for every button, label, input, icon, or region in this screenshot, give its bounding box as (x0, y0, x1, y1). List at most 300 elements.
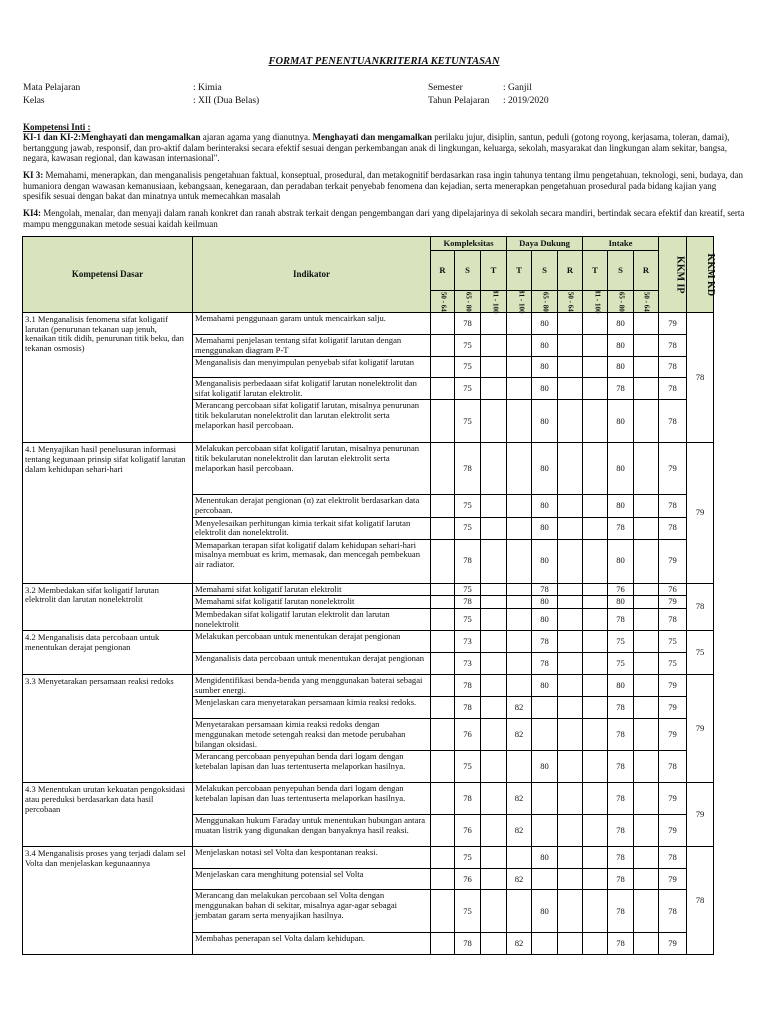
score-cell (583, 378, 608, 400)
score-cell (558, 495, 583, 517)
kkm-ip-cell: 79 (659, 443, 687, 495)
score-cell (507, 583, 532, 596)
kkm-ip-cell: 75 (659, 631, 687, 653)
score-cell (583, 783, 608, 815)
kkm-ip-cell: 79 (659, 869, 687, 890)
score-cell (583, 517, 608, 539)
score-cell (583, 653, 608, 675)
score-cell (481, 751, 507, 783)
table-row (23, 783, 714, 815)
score-cell (507, 675, 532, 697)
score-cell (431, 583, 455, 596)
score-cell: 82 (507, 815, 532, 847)
score-cell: 75 (455, 400, 481, 443)
indikator-cell: Menganalisis perbedaaan sifat koligatif larutan nonelektrolit dan sifat koligatif larutan elektrolit. (193, 378, 431, 400)
score-cell (634, 751, 659, 783)
score-cell (558, 596, 583, 609)
score-cell: 75 (455, 583, 481, 596)
score-cell (431, 890, 455, 933)
score-cell: 78 (455, 933, 481, 955)
score-cell (558, 443, 583, 495)
score-cell: 82 (507, 869, 532, 890)
indikator-cell: Menjelaskan cara menyetarakan persamaan kimia reaksi redoks. (193, 697, 431, 719)
score-cell (558, 697, 583, 719)
header-letter: T (481, 251, 507, 291)
score-cell (431, 815, 455, 847)
header-kompleksitas: Kompleksitas (431, 237, 507, 251)
score-cell (507, 653, 532, 675)
kkm-ip-cell: 79 (659, 697, 687, 719)
score-cell (558, 783, 583, 815)
score-cell (558, 815, 583, 847)
score-cell: 80 (532, 400, 558, 443)
score-cell: 76 (608, 583, 634, 596)
score-cell (583, 583, 608, 596)
score-cell (583, 313, 608, 335)
score-cell: 78 (608, 697, 634, 719)
score-cell (431, 443, 455, 495)
indikator-cell: Memahami sifat koligatif larutan nonelektrolit (193, 596, 431, 609)
score-cell (583, 697, 608, 719)
score-cell (634, 400, 659, 443)
score-cell: 78 (608, 869, 634, 890)
kkm-ip-cell: 79 (659, 933, 687, 955)
score-cell (507, 335, 532, 357)
table-row (23, 847, 714, 869)
score-cell (481, 815, 507, 847)
score-cell: 75 (455, 495, 481, 517)
score-cell (583, 495, 608, 517)
score-cell (431, 697, 455, 719)
score-cell: 78 (532, 631, 558, 653)
score-cell: 80 (608, 596, 634, 609)
score-cell (634, 675, 659, 697)
score-cell: 78 (455, 443, 481, 495)
score-cell (431, 608, 455, 630)
score-cell (507, 539, 532, 583)
score-cell (507, 631, 532, 653)
score-cell (431, 495, 455, 517)
score-cell (481, 631, 507, 653)
score-cell (634, 443, 659, 495)
score-cell (558, 539, 583, 583)
kkm-ip-cell: 78 (659, 608, 687, 630)
indikator-cell: Melakukan percobaan untuk menentukan derajat pengionan (193, 631, 431, 653)
score-cell (481, 869, 507, 890)
score-cell (532, 933, 558, 955)
header-range: 81 - 100 (583, 291, 608, 313)
indikator-cell: Menentukan derajat pengionan (α) zat elektrolit berdasarkan data percobaan. (193, 495, 431, 517)
score-cell (583, 675, 608, 697)
class-label: Kelas (23, 96, 45, 106)
table-row (23, 631, 714, 653)
score-cell (583, 890, 608, 933)
score-cell: 80 (532, 596, 558, 609)
score-cell: 78 (455, 313, 481, 335)
score-cell (431, 517, 455, 539)
score-cell (481, 517, 507, 539)
score-cell (481, 378, 507, 400)
header-letter: S (608, 251, 634, 291)
score-cell (431, 869, 455, 890)
kkm-ip-cell: 79 (659, 539, 687, 583)
header-letter: T (507, 251, 532, 291)
score-cell (507, 357, 532, 378)
score-cell (634, 596, 659, 609)
score-cell (507, 608, 532, 630)
score-cell (481, 608, 507, 630)
score-cell (558, 378, 583, 400)
score-cell (634, 815, 659, 847)
ki-1-2-paragraph: KI-1 dan KI-2:Menghayati dan mengamalkan ajaran agama yang dianutnya. Menghayati dan mengamalkan perilaku jujur, disiplin, santun, peduli (gotong royong, kerjasama, toleran, damai), bertanggung jawab, responsif, dan pro-aktif dalam berinteraksi secara efektif sesuai dengan perkembangan anak di lingkungan, keluarga, sekolah, masyarakat dan lingkungan alam sekitar, bangsa, negara, kawasan regional, dan kawasan internasional". (23, 132, 730, 164)
score-cell: 82 (507, 697, 532, 719)
year-value: : 2019/2020 (503, 96, 549, 106)
score-cell: 80 (608, 495, 634, 517)
header-letter: R (558, 251, 583, 291)
score-cell: 78 (608, 933, 634, 955)
kkm-ip-cell: 78 (659, 517, 687, 539)
kkm-kd-cell: 79 (687, 675, 714, 783)
score-cell (481, 847, 507, 869)
score-cell: 75 (455, 751, 481, 783)
score-cell (431, 596, 455, 609)
score-cell (481, 653, 507, 675)
score-cell (431, 313, 455, 335)
score-cell (507, 313, 532, 335)
header-letter: S (532, 251, 558, 291)
score-cell (481, 539, 507, 583)
score-cell (634, 539, 659, 583)
score-cell: 75 (455, 890, 481, 933)
score-cell: 78 (608, 783, 634, 815)
score-cell: 80 (608, 443, 634, 495)
score-cell: 75 (455, 335, 481, 357)
score-cell (583, 596, 608, 609)
header-range: 65 - 80 (608, 291, 634, 313)
score-cell (558, 653, 583, 675)
score-cell (431, 631, 455, 653)
header-letter: S (455, 251, 481, 291)
score-cell: 80 (532, 890, 558, 933)
score-cell: 78 (608, 608, 634, 630)
score-cell (507, 400, 532, 443)
score-cell (431, 653, 455, 675)
score-cell (481, 697, 507, 719)
indikator-cell: Membahas penerapan sel Volta dalam kehidupan. (193, 933, 431, 955)
score-cell: 76 (455, 815, 481, 847)
score-cell (481, 313, 507, 335)
score-cell (583, 539, 608, 583)
score-cell (558, 847, 583, 869)
score-cell (558, 357, 583, 378)
score-cell (507, 596, 532, 609)
score-cell: 80 (608, 313, 634, 335)
score-cell (532, 783, 558, 815)
score-cell (481, 335, 507, 357)
score-cell: 80 (608, 400, 634, 443)
indikator-cell: Mengidentifikasi benda-benda yang menggunakan baterai sebagai sumber energi. (193, 675, 431, 697)
header-range: 65 - 80 (532, 291, 558, 313)
score-cell (481, 357, 507, 378)
kkm-ip-cell: 76 (659, 583, 687, 596)
kkm-ip-cell: 75 (659, 653, 687, 675)
score-cell: 75 (608, 631, 634, 653)
kkm-ip-cell: 79 (659, 313, 687, 335)
header-range: 81 - 100 (507, 291, 532, 313)
score-cell: 73 (455, 631, 481, 653)
kkm-ip-cell: 79 (659, 675, 687, 697)
class-value: : XII (Dua Belas) (193, 96, 260, 106)
score-cell: 82 (507, 933, 532, 955)
score-cell (431, 539, 455, 583)
indikator-cell: Menjelaskan cara menghitung potensial sel Volta (193, 869, 431, 890)
score-cell: 80 (532, 675, 558, 697)
score-cell (558, 719, 583, 751)
kkm-ip-cell: 78 (659, 357, 687, 378)
score-cell: 78 (455, 539, 481, 583)
score-cell: 75 (455, 608, 481, 630)
score-cell (558, 313, 583, 335)
header-kkm-ip: KKM IP (659, 237, 687, 313)
semester-value: : Ganjil (503, 83, 532, 93)
indikator-cell: Menjelaskan notasi sel Volta dan kespontanan reaksi. (193, 847, 431, 869)
score-cell (481, 890, 507, 933)
score-cell: 80 (532, 357, 558, 378)
score-cell: 80 (532, 495, 558, 517)
kkm-ip-cell: 78 (659, 751, 687, 783)
score-cell (481, 675, 507, 697)
score-cell (583, 933, 608, 955)
score-cell (532, 869, 558, 890)
score-cell: 75 (455, 357, 481, 378)
score-cell (634, 783, 659, 815)
header-range: 50 - 64 (431, 291, 455, 313)
subject-value: : Kimia (193, 83, 222, 93)
score-cell: 78 (532, 653, 558, 675)
indikator-cell: Merancang percobaan sifat koligatif larutan, misalnya penurunan titik bekularutan nonelektrolit dan larutan elektrolit serta melaporkan hasil percobaan. (193, 400, 431, 443)
score-cell: 80 (532, 378, 558, 400)
score-cell (558, 583, 583, 596)
header-letter: T (583, 251, 608, 291)
score-cell (583, 400, 608, 443)
score-cell (583, 751, 608, 783)
kkm-kd-cell: 78 (687, 847, 714, 955)
kkm-ip-cell: 79 (659, 596, 687, 609)
score-cell (583, 815, 608, 847)
score-cell (634, 608, 659, 630)
score-cell (481, 495, 507, 517)
score-cell (507, 847, 532, 869)
score-cell (507, 517, 532, 539)
indikator-cell: Memahami penggunaan garam untuk mencairkan salju. (193, 313, 431, 335)
indikator-cell: Menyetarakan persamaan kimia reaksi redoks dengan menggunakan metode setengah reaksi dan metode perubahan bilangan oksidasi. (193, 719, 431, 751)
score-cell (431, 378, 455, 400)
score-cell (583, 719, 608, 751)
score-cell (481, 596, 507, 609)
score-cell (583, 357, 608, 378)
score-cell (481, 443, 507, 495)
score-cell (634, 697, 659, 719)
score-cell (481, 583, 507, 596)
score-cell: 75 (455, 378, 481, 400)
score-cell: 80 (532, 335, 558, 357)
score-cell (507, 751, 532, 783)
indikator-cell: Merancang percobaan penyepuhan benda dari logam dengan ketebalan lapisan dan luas tertentuserta melaporkan hasilnya. (193, 751, 431, 783)
score-cell (481, 933, 507, 955)
header-range: 50 - 64 (634, 291, 659, 313)
score-cell: 76 (455, 869, 481, 890)
score-cell (634, 378, 659, 400)
score-cell: 78 (532, 583, 558, 596)
score-cell: 82 (507, 719, 532, 751)
indikator-cell: Memahami penjelasan tentang sifat koligatif larutan dengan menggunakan diagram P-T (193, 335, 431, 357)
score-cell (583, 608, 608, 630)
kkm-kd-cell: 79 (687, 443, 714, 583)
table-row (23, 675, 714, 697)
score-cell (507, 495, 532, 517)
score-cell: 80 (532, 751, 558, 783)
score-cell (431, 335, 455, 357)
indikator-cell: Menggunakan hukum Faraday untuk menentukan hubungan antara muatan listrik yang digunakan dengan banyaknya hasil reaksi. (193, 815, 431, 847)
indikator-cell: Merancang dan melakukan percobaan sel Volta dengan menggunakan bahan di sekitar, misalnya agar-agar sebagai jembatan garam serta menyajikan hasilnya. (193, 890, 431, 933)
header-range: 65 - 80 (455, 291, 481, 313)
kkm-ip-cell: 79 (659, 815, 687, 847)
header-intake: Intake (583, 237, 659, 251)
kompetensi-dasar-cell: 3.3 Menyetarakan persamaan reaksi redoks (23, 675, 193, 783)
score-cell: 78 (608, 517, 634, 539)
kkm-ip-cell: 78 (659, 400, 687, 443)
kompetensi-dasar-cell: 4.3 Menentukan urutan kekuatan pengoksidasi atau pereduksi berdasarkan data hasil percobaan (23, 783, 193, 847)
table-row (23, 583, 714, 596)
kkm-kd-cell: 75 (687, 631, 714, 675)
score-cell (558, 890, 583, 933)
kompetensi-dasar-cell: 4.2 Menganalisis data percobaan untuk menentukan derajat pengionan (23, 631, 193, 675)
indikator-cell: Memaparkan terapan sifat koligatif dalam kehidupan sehari-hari misalnya membuat es krim, memasak, dan mencegah pembekuan air radiator. (193, 539, 431, 583)
score-cell (558, 608, 583, 630)
kkm-kd-cell: 78 (687, 583, 714, 630)
score-cell (431, 675, 455, 697)
score-cell (634, 357, 659, 378)
table-row (23, 443, 714, 495)
score-cell: 76 (455, 719, 481, 751)
score-cell (634, 719, 659, 751)
header-daya-dukung: Daya Dukung (507, 237, 583, 251)
score-cell (481, 400, 507, 443)
score-cell (558, 675, 583, 697)
score-cell (583, 869, 608, 890)
score-cell (558, 631, 583, 653)
score-cell: 78 (608, 751, 634, 783)
ki-4-paragraph: KI4: Mengolah, menalar, dan menyaji dalam ranah konkret dan ranah abstrak terkait dengan pengembangan dari yang dipelajarinya di sekolah secara mandiri, bertindak secara efektif dan kreatif, serta mampu menggunakan metode sesuai kaidah keilmuan (23, 208, 745, 229)
score-cell: 78 (455, 596, 481, 609)
score-cell (431, 751, 455, 783)
score-cell (583, 847, 608, 869)
score-cell: 75 (455, 517, 481, 539)
subject-label: Mata Pelajaran (23, 83, 81, 93)
indikator-cell: Melakukan percobaan penyepuhan benda dari logam dengan ketebalan lapisan dan luas tertentuserta melaporkan hasilnya. (193, 783, 431, 815)
kkm-kd-cell: 79 (687, 783, 714, 847)
score-cell: 80 (532, 847, 558, 869)
score-cell (634, 335, 659, 357)
kompetensi-dasar-cell: 3.1 Menganalisis fenomena sifat koligatif larutan (penurunan tekanan uap jenuh, kenaikan titik didih, penurunan titik beku, dan tekanan osmosis) (23, 313, 193, 443)
table-row (23, 313, 714, 335)
score-cell: 75 (455, 847, 481, 869)
indikator-cell: Menganalisis data percobaan untuk menentukan derajat pengionan (193, 653, 431, 675)
score-cell (431, 933, 455, 955)
score-cell (634, 869, 659, 890)
kompetensi-dasar-cell: 3.2 Membedakan sifat koligatif larutan elektrolit dan larutan nonelektrolit (23, 583, 193, 630)
kkm-ip-cell: 78 (659, 890, 687, 933)
score-cell (507, 443, 532, 495)
indikator-cell: Melakukan percobaan sifat koligatif larutan, misalnya penurunan titik bekularutan nonelektrolit dan larutan elektrolit serta melaporkan hasil percobaan. (193, 443, 431, 495)
header-letter: R (634, 251, 659, 291)
score-cell (634, 890, 659, 933)
indikator-cell: Memahami sifat koligatif larutan elektrolit (193, 583, 431, 596)
score-cell (634, 313, 659, 335)
header-range: 81 - 100 (481, 291, 507, 313)
header-range: 50 - 64 (558, 291, 583, 313)
score-cell (431, 783, 455, 815)
score-cell (558, 400, 583, 443)
kkm-ip-cell: 78 (659, 495, 687, 517)
kkm-ip-cell: 78 (659, 335, 687, 357)
score-cell (481, 783, 507, 815)
score-cell (558, 335, 583, 357)
score-cell (431, 357, 455, 378)
score-cell (431, 847, 455, 869)
score-cell: 78 (608, 890, 634, 933)
score-cell (583, 335, 608, 357)
kkm-kd-cell: 78 (687, 313, 714, 443)
score-cell (634, 495, 659, 517)
score-cell: 73 (455, 653, 481, 675)
score-cell (507, 890, 532, 933)
kkm-ip-cell: 78 (659, 378, 687, 400)
score-cell: 78 (608, 719, 634, 751)
score-cell: 80 (532, 517, 558, 539)
score-cell (431, 400, 455, 443)
score-cell (558, 751, 583, 783)
header-letter: R (431, 251, 455, 291)
header-kkm-kd: KKM KD (687, 237, 714, 313)
score-cell: 82 (507, 783, 532, 815)
indikator-cell: Menganalisis dan menyimpulan penyebab sifat koligatif larutan (193, 357, 431, 378)
kompetensi-dasar-cell: 3.4 Menganalisis proses yang terjadi dalam sel Volta dan menjelaskan kegunaannya (23, 847, 193, 955)
score-cell: 80 (608, 335, 634, 357)
score-cell (634, 847, 659, 869)
score-cell (634, 583, 659, 596)
kkm-ip-cell: 79 (659, 783, 687, 815)
score-cell: 78 (455, 783, 481, 815)
score-cell (634, 653, 659, 675)
score-cell: 80 (608, 539, 634, 583)
score-cell: 80 (608, 357, 634, 378)
score-cell: 80 (608, 675, 634, 697)
document-title: FORMAT PENENTUANKRITERIA KETUNTASAN (268, 56, 500, 67)
ki-heading: Kompetensi Inti : (23, 122, 91, 132)
score-cell (634, 517, 659, 539)
indikator-cell: Menyelesaikan perhitungan kimia terkait sifat koligatif larutan elektrolit dan nonelektrolit. (193, 517, 431, 539)
score-cell (634, 631, 659, 653)
score-cell (532, 719, 558, 751)
score-cell: 80 (532, 313, 558, 335)
score-cell: 78 (608, 815, 634, 847)
ki-3-paragraph: KI 3: Memahami, menerapkan, dan menganalisis pengetahuan faktual, konseptual, prosedural, dan metakognitif berdasarkan rasa ingin tahunya tentang ilmu pengetahuan, teknologi, seni, budaya, dan humaniora dengan wawasan kemanusiaan, kebangsaan, kenegaraan, dan peradaban terkait penyebab fenomena dan kejadian, serta menerapkan pengetahuan prosedural pada bidang kajian yang spesifik sesuai dengan bakat dan minatnya untuk memecahkan masalah (23, 170, 744, 202)
score-cell (481, 719, 507, 751)
score-cell (507, 378, 532, 400)
score-cell: 80 (532, 608, 558, 630)
score-cell: 80 (532, 443, 558, 495)
